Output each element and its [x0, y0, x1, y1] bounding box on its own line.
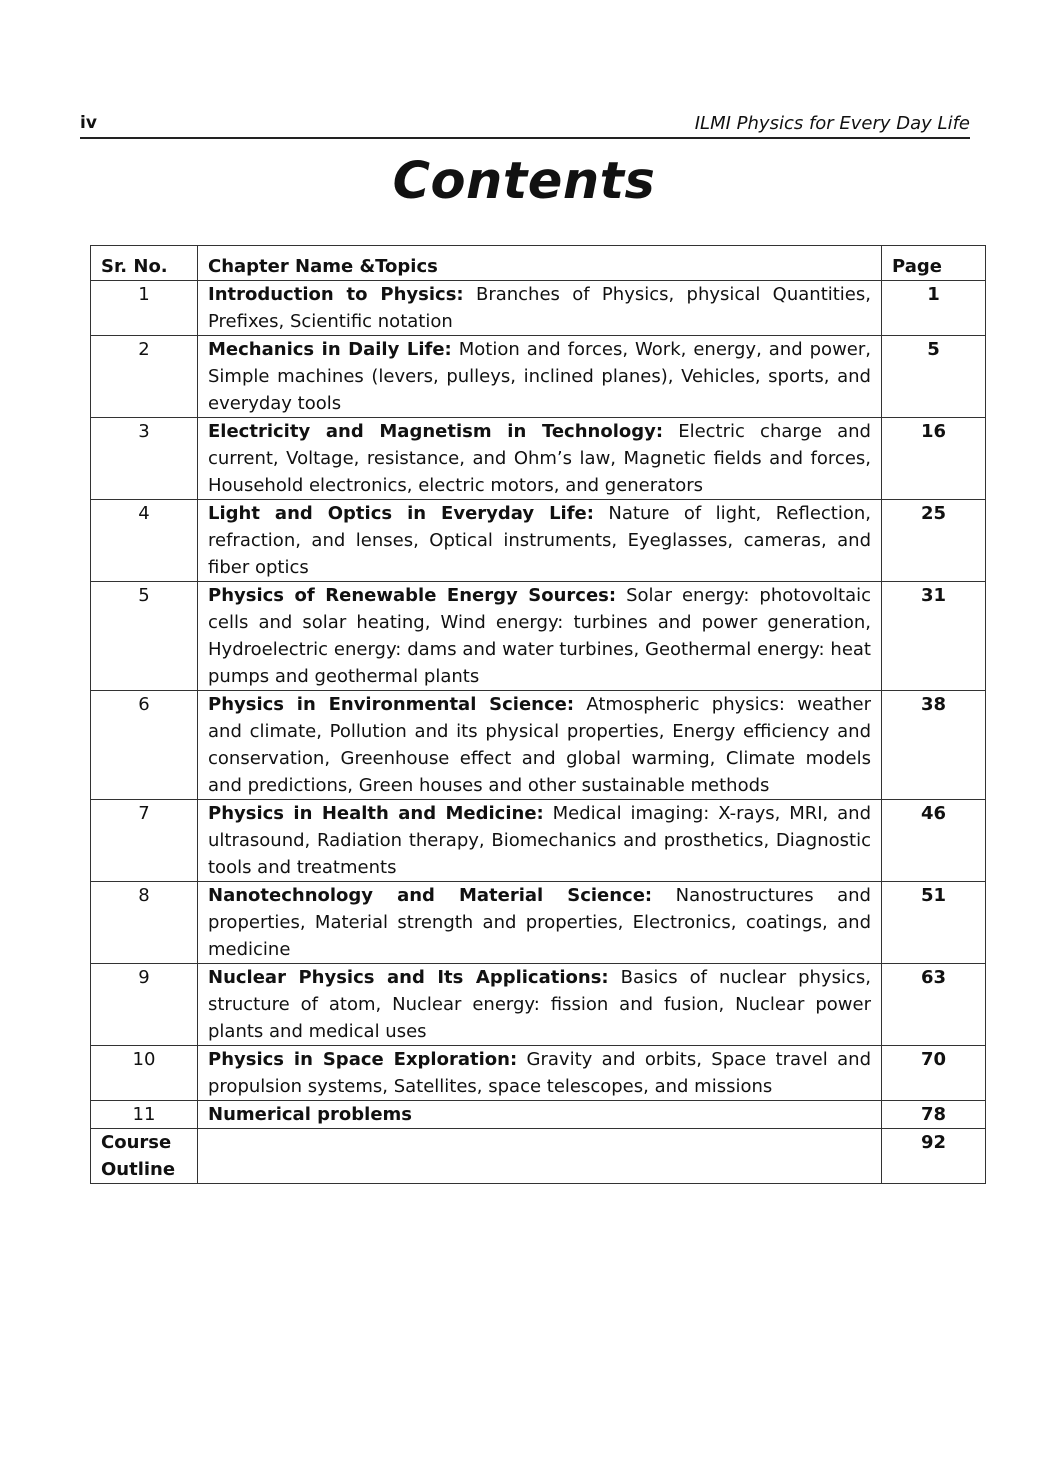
- table-row: [91, 418, 986, 500]
- page-cell: 31: [882, 582, 986, 691]
- chapter-name: Electricity and Magnetism in Technology:: [208, 421, 664, 442]
- chapter-topics: Gravity and orbits, Space travel and propulsion systems, Satellites, space telescopes, and missions: [208, 1049, 871, 1097]
- chapter-cell: [198, 1046, 882, 1101]
- chapter-name: Physics of Renewable Energy Sources:: [208, 585, 617, 606]
- page-title: Contents: [392, 152, 656, 211]
- page-cell: 1: [882, 281, 986, 336]
- chapter-name: Physics in Environmental Science:: [208, 694, 575, 715]
- table-row: [91, 800, 986, 882]
- course-outline-page: 92: [882, 1129, 986, 1184]
- table-row: [91, 1101, 986, 1129]
- chapter-topics: Solar energy: photovoltaic cells and solar heating, Wind energy: turbines and power generation, Hydroelectric energy: dams and water turbines, Geothermal energy: heat pumps and geothermal plants: [208, 585, 872, 687]
- sr-no-cell: 4: [91, 500, 198, 582]
- chapter-topics: Medical imaging: X-rays, MRI, and ultrasound, Radiation therapy, Biomechanics and prosthetics, Diagnostic tools and treatments: [208, 803, 871, 878]
- chapter-cell: [198, 691, 882, 800]
- chapter-topics: Nanostructures and properties, Material strength and properties, Electronics, coatings, and medicine: [208, 885, 871, 960]
- sr-no-cell: 10: [91, 1046, 198, 1101]
- chapter-topics: Motion and forces, Work, energy, and power, Simple machines (levers, pulleys, inclined planes), Vehicles, sports, and everyday tools: [208, 339, 871, 414]
- chapter-topics: Electric charge and current, Voltage, resistance, and Ohm’s law, Magnetic fields and forces, Household electronics, electric motors, and generators: [208, 421, 871, 496]
- page-cell: 38: [882, 691, 986, 800]
- chapter-name: Numerical problems: [208, 1104, 413, 1125]
- table-row: [91, 500, 986, 582]
- sr-no-cell: 9: [91, 964, 198, 1046]
- header-rule: [80, 137, 970, 139]
- chapter-name: Nanotechnology and Material Science:: [208, 885, 653, 906]
- table-row: [91, 964, 986, 1046]
- chapter-topics: Basics of nuclear physics, structure of atom, Nuclear energy: fission and fusion, Nuclear power plants and medical uses: [208, 967, 871, 1042]
- course-outline-spacer: [198, 1129, 882, 1184]
- chapter-name: Physics in Health and Medicine:: [208, 803, 544, 824]
- page-cell: 16: [882, 418, 986, 500]
- header-sr-no: Sr. No.: [91, 246, 198, 281]
- sr-no-cell: 3: [91, 418, 198, 500]
- course-outline-label: Course Outline: [91, 1129, 198, 1184]
- table-row: [91, 882, 986, 964]
- course-outline-row: [91, 1129, 986, 1184]
- sr-no-cell: 2: [91, 336, 198, 418]
- chapter-name: Introduction to Physics:: [208, 284, 464, 305]
- chapter-cell: [198, 1101, 882, 1129]
- chapter-name: Light and Optics in Everyday Life:: [208, 503, 594, 524]
- header-page: Page: [882, 246, 986, 281]
- chapter-name: Mechanics in Daily Life:: [208, 339, 452, 360]
- chapter-name: Nuclear Physics and Its Applications:: [208, 967, 609, 988]
- table-row: [91, 582, 986, 691]
- table-row: [91, 1046, 986, 1101]
- page-cell: 78: [882, 1101, 986, 1129]
- chapter-topics: Nature of light, Reflection, refraction, and lenses, Optical instruments, Eyeglasses, cameras, and fiber optics: [208, 503, 871, 578]
- chapter-cell: [198, 964, 882, 1046]
- chapter-cell: [198, 800, 882, 882]
- sr-no-cell: 8: [91, 882, 198, 964]
- chapter-cell: [198, 281, 882, 336]
- sr-no-cell: 6: [91, 691, 198, 800]
- table-row: [91, 336, 986, 418]
- chapter-name: Physics in Space Exploration:: [208, 1049, 518, 1070]
- sr-no-cell: 1: [91, 281, 198, 336]
- contents-table-body: [91, 281, 986, 1129]
- chapter-cell: [198, 882, 882, 964]
- page-cell: 51: [882, 882, 986, 964]
- page-cell: 46: [882, 800, 986, 882]
- chapter-cell: [198, 336, 882, 418]
- page-cell: 70: [882, 1046, 986, 1101]
- page-number: iv: [80, 113, 97, 133]
- running-header-book-title: ILMI Physics for Every Day Life: [694, 113, 970, 134]
- table-row: [91, 691, 986, 800]
- chapter-topics: Branches of Physics, physical Quantities, Prefixes, Scientific notation: [208, 284, 871, 332]
- chapter-cell: [198, 582, 882, 691]
- chapter-cell: [198, 500, 882, 582]
- sr-no-cell: 7: [91, 800, 198, 882]
- page-cell: 63: [882, 964, 986, 1046]
- sr-no-cell: 5: [91, 582, 198, 691]
- header-chapter: Chapter Name &Topics: [198, 246, 882, 281]
- chapter-cell: [198, 418, 882, 500]
- page-cell: 25: [882, 500, 986, 582]
- sr-no-cell: 11: [91, 1101, 198, 1129]
- table-row: [91, 281, 986, 336]
- page-cell: 5: [882, 336, 986, 418]
- chapter-topics: Atmospheric physics: weather and climate, Pollution and its physical properties, Energy efficiency and conservation, Greenhouse effect and global warming, Climate models and predictions, Green houses and other sustainable methods: [208, 694, 871, 796]
- contents-table: [90, 245, 986, 1184]
- table-header-row: [91, 246, 986, 281]
